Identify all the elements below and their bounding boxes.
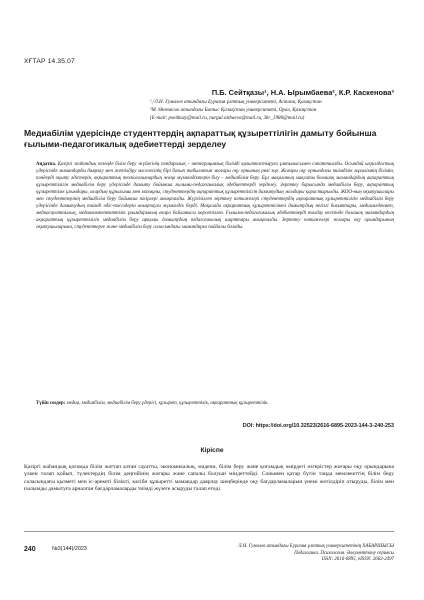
page-number: 240 <box>24 546 36 553</box>
journal-info <box>220 544 394 564</box>
footer-divider <box>24 531 394 532</box>
keywords-text: медиа, медиабілім, медиабілім беру үдерісі, құзырет, құзыреттілік, ақпараттық құзыреттілік. <box>66 401 269 406</box>
journal-issn: ISSN: 2616-6895, eISSN: 2663-2497 <box>321 557 394 563</box>
keywords-label: Түйін сөздер: <box>36 401 66 406</box>
journal-name: Л.Н. Гумилев атындағы Еуразия ұлттық университетінің ХАБАРШЫСЫ <box>238 544 394 549</box>
intro-heading: Кіріспе <box>200 447 224 454</box>
journal-series: Педагогика. Психология. Әлеуметтану сериясы <box>294 550 394 556</box>
abstract-text: Қазіргі жаһандық кезеңде білім беру жүйесінің пәндаралық – интеграциялық білімді қалыптастыруға ұмтылысымен сипатталады. Осындай ықпалдастық үдерісінде мамандарды даярлау мен жетілдіру мәселесінің бірі болып табылатын жоғары оқу орнының рөлі зор. Жоғары оқу орнындағы тиімділік мұғалімнің білімін, пәндерді оқыту әдістерін, ақпараттық технологиялардың жаңа мүмкіндіктерін білу – медиабілім беру. Бұл мақаланың мақсаты болашақ мамандардың ақпараттық құзыреттілігін медиабілім беру үдерісінде дамыту бойынша ғылыми-педагогикалық әдебиеттерді зерделеу. Зерттеу барысында медиабілім беру, ақпараттық құзыреттілік ұғымдары, олардың құрылымы мен мазмұны, студенттердің ақпараттық құзыреттілігін дамытудың жолдары қарастырылды. ЖОО-ның оқытушылары мен студенттерінің медиабілім беру бойынша пікірлері анықталды. Жүргізілген зерттеу нәтижелері студенттердің ақпараттық құзыреттілігін медиабілім беру үдерісінде дамытудың тиімді әдіс-тәсілдерін анықтауға мүмкіндік берді. Мақалада ақпараттық құзыреттілікті дамытудың негізгі бағыттары, медиамәдениет, медиасауаттылық, медиакомпетенттілік ұғымдарының өзара байланысы көрсетілген. Ғылыми-педагогикалық әдебиеттерді талдау негізінде болашақ мамандардың ақпараттық құзыреттілігін медиабілім беру арқылы дамытудың педагогикалық шарттары анықталды. Зерттеу нәтижелері жоғары оқу орындарының оқытушыларына, студенттерге және медиабілім беру саласындағы мамандарға пайдалы болады. <box>36 162 394 230</box>
article-title: Медиабілім үдерісінде студенттердің ақпараттық құзыреттілігін дамыту бойынша ғылыми-педагогикалық әдебиеттерді зерделеу <box>24 128 377 149</box>
abstract-label: Аңдатпа. <box>36 162 57 167</box>
affiliation-line: ³М. Өтемісов атындағы Батыс Қазақстан университеті, Орал, Қазақстан <box>150 107 317 114</box>
intro-paragraph: Қазіргі жаһандық қоғамда білім жаттап алған сауатты, экономикалық, мәдени, білім беру және қоғамдық өмірдегі өзгерістер жоғары оқу орындарына үлкен талап қойып, түлектердің білім деңгейінің жоғары және сапалы болуын міндеттейді. Сонымен қатар бүтін таңда мемлекеттің білім беру саласындағы қызметі мен іс-әрекеті білікті, кәсіби құзыретті мамандар даярлау шеңберінде оқу бағдарламаларын үнемі жетілдіріп отыруды, білім мен ғылымды дамытуға арналған бағдарламаларды тиімді жүзеге асыруды талап етеді. <box>24 464 394 493</box>
doi-link[interactable]: DOI: https://doi.org/10.32523/2616-6895-2023-144-3-240-253 <box>242 423 394 429</box>
issue-number: №3(144)/2023 <box>52 546 87 552</box>
authors-line: П.Б. Сейтқазы¹, Н.А. Ырымбаева², К.Р. Каскенова³ <box>211 88 394 97</box>
keywords <box>36 401 394 408</box>
abstract <box>36 162 394 232</box>
affiliation-line: ¹,²Л.Н. Гумилев атындағы Еуразия ұлттық университеті, Астана, Қазақстан <box>150 99 322 105</box>
affiliation-email-line: (E-mail: pseitkazy@mail.ru, nurgul.aitbaeva@mail.ru, 3kr_1980@mail.ru) <box>150 115 305 122</box>
irsti-code: ХҒТАР 14.35.07 <box>24 58 75 65</box>
affiliations <box>150 98 394 123</box>
